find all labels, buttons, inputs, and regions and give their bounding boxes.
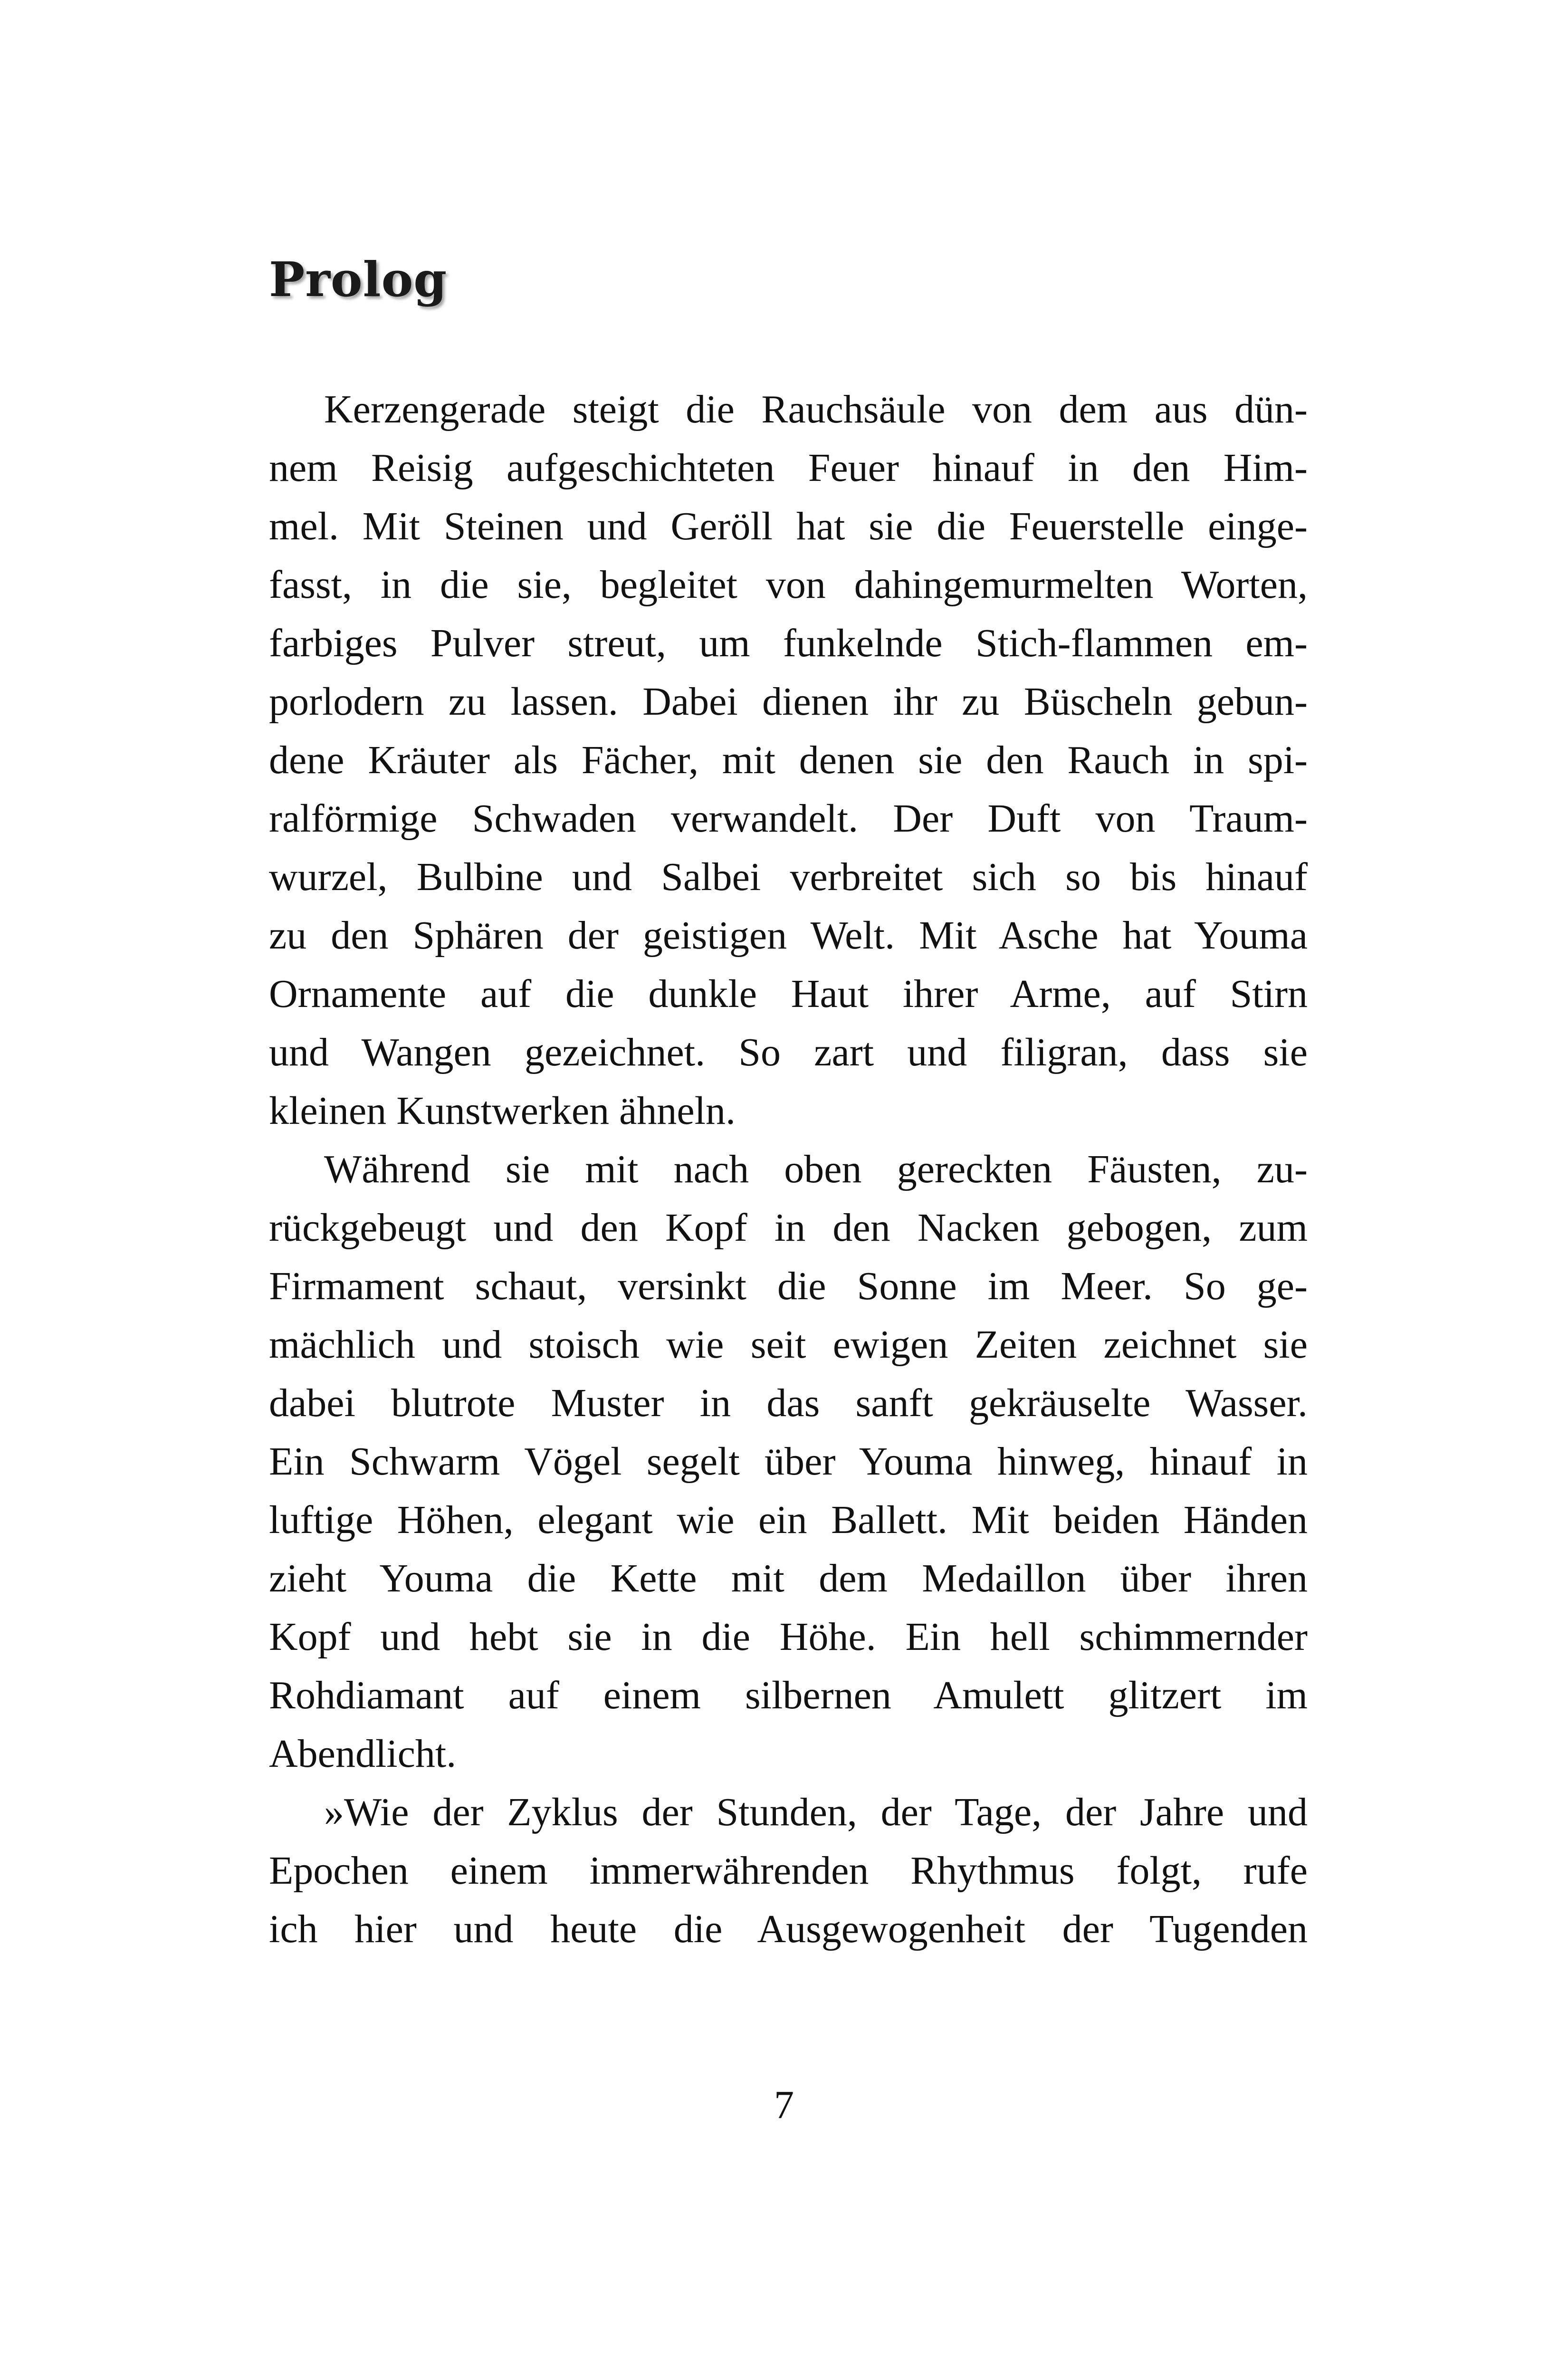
text-line: porlodern zu lassen. Dabei dienen ihr zu Büscheln gebun- <box>269 680 1308 724</box>
text-line: kleinen Kunstwerken ähneln. <box>269 1089 736 1133</box>
text-line: Rohdiamant auf einem silbernen Amulett glitzert im <box>269 1673 1308 1717</box>
text-line: nem Reisig aufgeschichteten Feuer hinauf in den Him- <box>269 446 1308 490</box>
chapter-title: Prolog <box>269 251 448 307</box>
text-line: farbiges Pulver streut, um funkelnde Stich-flammen em- <box>269 621 1308 665</box>
body-text <box>269 380 1308 1958</box>
text-line: ich hier und heute die Ausgewogenheit der Tugenden <box>269 1907 1308 1951</box>
text-line: ralförmige Schwaden verwandelt. Der Duft von Traum- <box>269 796 1308 841</box>
text-line: Ornamente auf die dunkle Haut ihrer Arme, auf Stirn <box>269 972 1308 1016</box>
text-line: »Wie der Zyklus der Stunden, der Tage, der Jahre und <box>324 1790 1308 1834</box>
text-line: wurzel, Bulbine und Salbei verbreitet sich so bis hinauf <box>269 855 1308 899</box>
paragraph <box>269 1140 1308 1783</box>
text-line: mel. Mit Steinen und Geröll hat sie die Feuerstelle einge- <box>269 504 1308 548</box>
paragraph <box>269 380 1308 1140</box>
text-line: Abendlicht. <box>269 1732 457 1776</box>
text-line: Kerzengerade steigt die Rauchsäule von dem aus dün- <box>324 387 1308 431</box>
text-line: dabei blutrote Muster in das sanft gekräuselte Wasser. <box>269 1381 1308 1425</box>
text-line: zieht Youma die Kette mit dem Medaillon über ihren <box>269 1556 1308 1600</box>
paragraph <box>269 1783 1308 1958</box>
text-line: und Wangen gezeichnet. So zart und filigran, dass sie <box>269 1030 1308 1074</box>
text-line: fasst, in die sie, begleitet von dahingemurmelten Worten, <box>269 563 1308 607</box>
text-line: Epochen einem immerwährenden Rhythmus folgt, rufe <box>269 1849 1308 1893</box>
text-line: zu den Sphären der geistigen Welt. Mit Asche hat Youma <box>269 913 1308 958</box>
text-line: luftige Höhen, elegant wie ein Ballett. Mit beiden Händen <box>269 1498 1308 1542</box>
text-line: Ein Schwarm Vögel segelt über Youma hinweg, hinauf in <box>269 1439 1308 1484</box>
text-line: Firmament schaut, versinkt die Sonne im Meer. So ge- <box>269 1264 1308 1308</box>
text-line: rückgebeugt und den Kopf in den Nacken gebogen, zum <box>269 1206 1308 1250</box>
text-line: Während sie mit nach oben gereckten Fäusten, zu- <box>324 1147 1308 1191</box>
text-line: dene Kräuter als Fächer, mit denen sie den Rauch in spi- <box>269 738 1308 782</box>
text-line: mächlich und stoisch wie seit ewigen Zeiten zeichnet sie <box>269 1322 1308 1367</box>
text-line: Kopf und hebt sie in die Höhe. Ein hell schimmernder <box>269 1615 1308 1659</box>
page-number: 7 <box>774 2083 794 2127</box>
